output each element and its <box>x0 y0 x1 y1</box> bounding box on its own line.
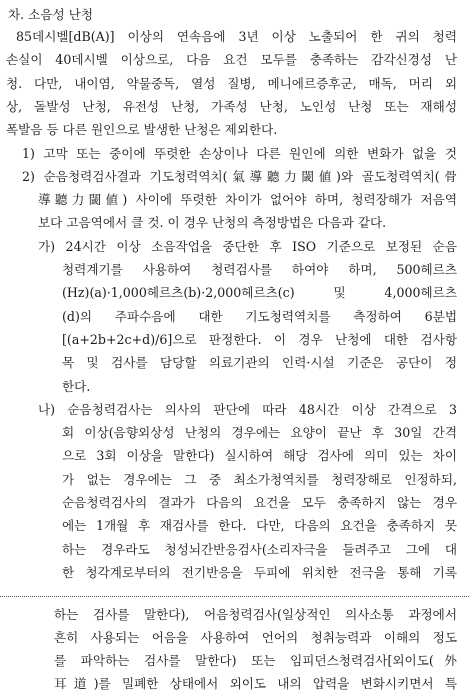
text-line <box>0 169 469 185</box>
text-line <box>0 76 469 92</box>
section-heading <box>0 7 469 23</box>
text-line <box>0 146 469 162</box>
text-line <box>0 192 469 208</box>
text-line-content: 가 없는 경우에는 그 중 최소가청역치를 청력장해로 인정하되, <box>62 471 457 487</box>
text-line <box>0 448 469 464</box>
text-line-content: 하는 경우라도 청성뇌간반응검사(소리자극을 들려주고 그에 대 <box>62 541 457 557</box>
text-line-content: 導聽力閾値) 사이에 뚜렷한 차이가 없어야 하며, 청력장해가 저음역 <box>38 192 457 208</box>
text-line <box>0 262 469 278</box>
text-line-content: (Hz)(a)·1,000헤르츠(b)·2,000헤르츠(c) 및 4,000헤르츠 <box>62 285 457 301</box>
text-line-content: 가) 24시간 이상 소음작업을 중단한 후 ISO 기준으로 보정된 순음 <box>38 238 457 254</box>
text-line <box>0 607 469 623</box>
text-line <box>0 402 469 418</box>
text-line <box>0 472 469 488</box>
text-line <box>0 99 469 115</box>
text-line <box>0 215 469 231</box>
page-break-divider <box>0 596 469 597</box>
text-line <box>0 518 469 534</box>
text-line <box>0 565 469 581</box>
text-line-content: 청. 다만, 내이염, 약물중독, 열성 질병, 메니에르증후군, 매독, 머리 외 <box>6 75 457 91</box>
text-line-content: 보다 고음역에서 클 것. 이 경우 난청의 측정방법은 다음과 같다. <box>38 215 387 231</box>
section-heading-text: 차. 소음성 난청 <box>8 7 94 22</box>
text-line-content: [(a+2b+2c+d)/6]으로 판정한다. 이 경우 난청에 대한 검사항 <box>62 331 457 347</box>
text-line-content: 한다. <box>62 378 91 394</box>
text-line-content: 하는 검사를 말한다), 어음청력검사(일상적인 의사소통 과정에서 <box>54 607 457 622</box>
text-line-content: 1) 고막 또는 중이에 뚜렷한 손상이나 다른 원인에 의한 변화가 없을 것 <box>22 145 457 161</box>
text-line-content: 손실이 40데시벨 이상으로, 다음 요건 모두를 충족하는 감각신경성 난 <box>6 52 457 68</box>
text-line <box>0 495 469 511</box>
text-line-content: 으로 3회 이상을 말한다) 실시하여 해당 검사에 의미 있는 차이 <box>62 448 457 464</box>
text-line <box>0 542 469 558</box>
text-line <box>0 29 469 45</box>
text-line <box>0 309 469 325</box>
text-line-content: 순음청력검사의 결과가 다음의 요건을 모두 충족하지 않는 경우 <box>62 495 457 510</box>
text-line <box>0 52 469 68</box>
text-line-content: 폭발음 등 다른 원인으로 발생한 난청은 제외한다. <box>6 122 278 138</box>
text-line-content: 목 및 검사를 담당할 의료기관의 인력·시설 기준은 공단이 정 <box>62 355 457 371</box>
text-line-content: 나) 순음청력검사는 의사의 판단에 따라 48시간 이상 간격으로 3 <box>38 401 457 417</box>
text-line-content: 상, 돌발성 난청, 유전성 난청, 가족성 난청, 노인성 난청 또는 재해성 <box>6 98 457 114</box>
text-line <box>0 285 469 301</box>
text-line-content: 85데시벨[dB(A)] 이상의 연속음에 3년 이상 노출되어 한 귀의 청력 <box>16 29 457 44</box>
text-line <box>0 332 469 348</box>
text-line <box>0 425 469 441</box>
text-line <box>0 122 469 138</box>
text-line-content: 에는 1개월 후 재검사를 한다. 다만, 다음의 요건을 충족하지 못 <box>62 518 457 534</box>
text-line <box>0 630 469 646</box>
text-line-content: 청력계기를 사용하여 청력검사를 하여야 하며, 500헤르츠 <box>62 262 457 277</box>
text-line-content: 한 청각계로부터의 전기반응을 두피에 위치한 전극을 통해 기록 <box>62 564 457 580</box>
text-line-content: 耳道)를 밀폐한 상태에서 외이도 내의 압력을 변화시키면서 특 <box>54 676 457 691</box>
text-line-content: 회 이상(음향외상성 난청의 경우에는 요양이 끝난 후 30일 간격 <box>62 425 457 441</box>
text-line <box>0 239 469 255</box>
text-line-content: 흔히 사용되는 어음을 사용하여 언어의 청취능력과 이해의 정도 <box>54 630 457 645</box>
text-line-content: 를 파악하는 검사를 말한다) 또는 임피던스청력검사[외이도(外 <box>54 653 457 668</box>
text-line <box>0 676 469 692</box>
text-line-content: (d)의 주파수음에 대한 기도청력역치를 측정하여 6분법 <box>62 308 457 324</box>
text-line <box>0 355 469 371</box>
text-line <box>0 379 469 395</box>
text-line-content: 2) 순음청력검사결과 기도청력역치(氣導聽力閾値)와 골도청력역치(骨 <box>22 168 457 184</box>
text-line <box>0 653 469 669</box>
